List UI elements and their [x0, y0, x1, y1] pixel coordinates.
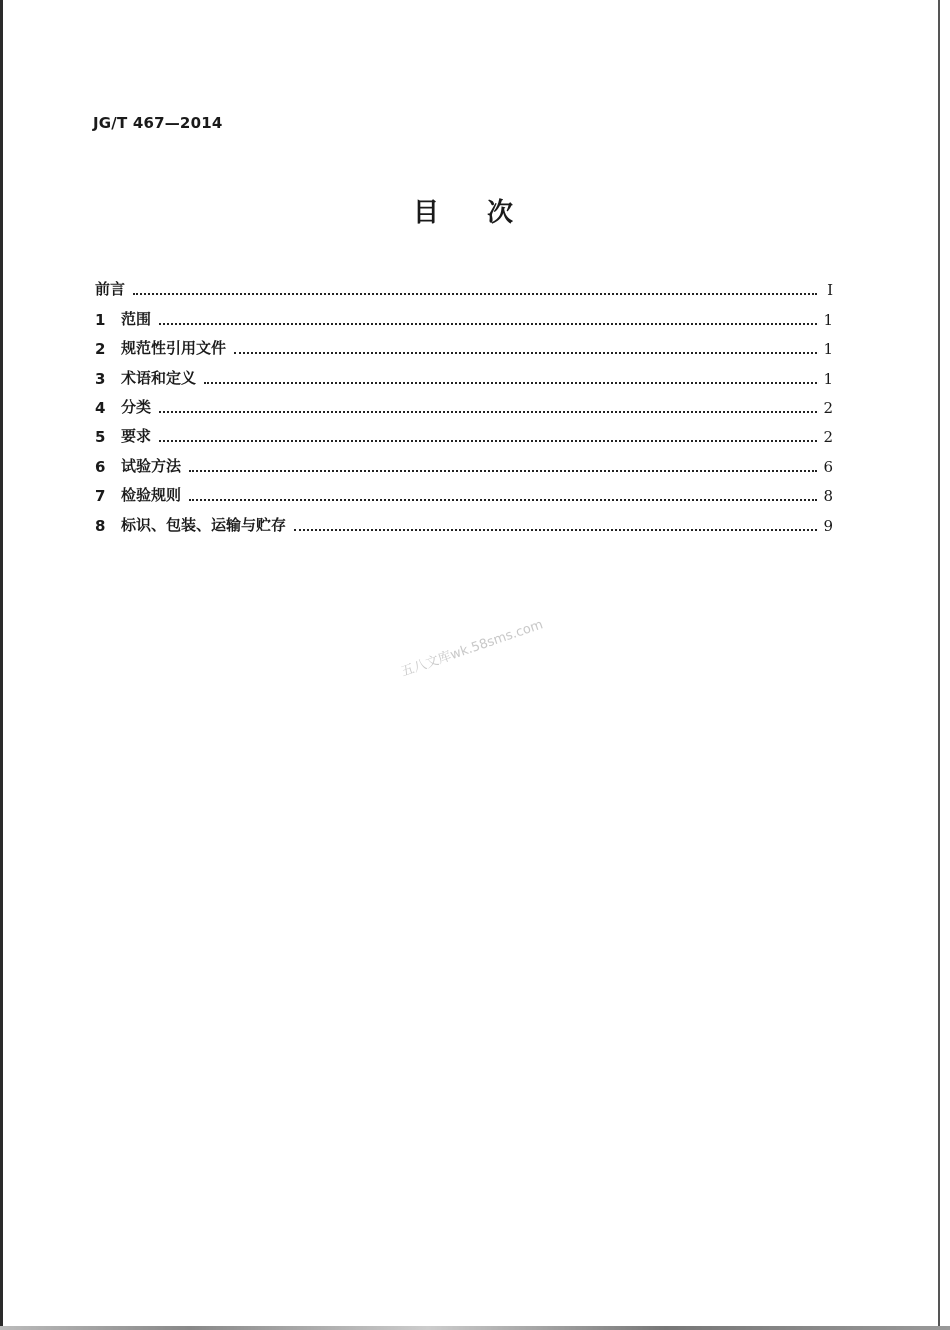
toc-entry-text: 分类: [121, 397, 152, 416]
toc-leader-dots: [189, 470, 817, 472]
toc-entry-text: 术语和定义: [121, 368, 197, 387]
toc-section-number: 3: [95, 369, 106, 388]
toc-section-number: 6: [95, 457, 106, 476]
toc-entry-text: 试验方法: [121, 456, 182, 475]
scan-edge-bottom: [0, 1326, 950, 1330]
toc-row-6[interactable]: [95, 446, 833, 475]
toc-row-3[interactable]: [95, 358, 833, 387]
toc-leader-dots: [204, 382, 817, 384]
toc-entry-text: 范围: [121, 309, 152, 328]
toc-page-number: 1: [823, 369, 833, 388]
toc-page-number: 6: [823, 457, 833, 476]
toc-leader-dots: [133, 293, 817, 295]
toc-row-5[interactable]: [95, 417, 833, 446]
toc-page-number: I: [827, 281, 833, 300]
toc-section-number: 8: [95, 516, 106, 535]
toc-row-2[interactable]: [95, 329, 833, 358]
toc-page-number: 1: [823, 340, 833, 359]
toc-leader-dots: [159, 411, 817, 413]
toc-section-number: 1: [95, 310, 106, 329]
toc-entry-text: 前言: [95, 280, 126, 299]
toc-entry-text: 规范性引用文件: [121, 339, 227, 358]
toc-page-number: 1: [823, 310, 833, 329]
toc-row-8[interactable]: [95, 505, 833, 534]
toc-page-number: 9: [823, 516, 833, 535]
toc-leader-dots: [159, 323, 817, 325]
toc-row-7[interactable]: [95, 476, 833, 505]
toc-leader-dots: [159, 440, 817, 442]
toc-section-number: 7: [95, 487, 106, 506]
toc-section-number: 5: [95, 428, 106, 447]
toc-page-number: 8: [823, 487, 833, 506]
toc-leader-dots: [294, 529, 817, 531]
toc-entry-text: 标识、包装、运输与贮存: [121, 515, 287, 534]
watermark: 五八文库wk.58sms.com: [399, 617, 546, 680]
toc-leader-dots: [234, 352, 817, 354]
toc-row-foreword[interactable]: [95, 270, 833, 299]
table-of-contents: [95, 270, 833, 535]
toc-entry-text: 检验规则: [121, 486, 182, 505]
toc-leader-dots: [189, 499, 817, 501]
standard-code: JG/T 467—2014: [93, 114, 223, 132]
toc-section-number: 4: [95, 398, 106, 417]
toc-row-1[interactable]: [95, 299, 833, 328]
toc-entry-text: 要求: [121, 427, 152, 446]
toc-page-number: 2: [823, 428, 833, 447]
toc-row-4[interactable]: [95, 388, 833, 417]
page-title: 目次: [412, 198, 561, 228]
toc-section-number: 2: [95, 340, 106, 359]
toc-page-number: 2: [823, 398, 833, 417]
